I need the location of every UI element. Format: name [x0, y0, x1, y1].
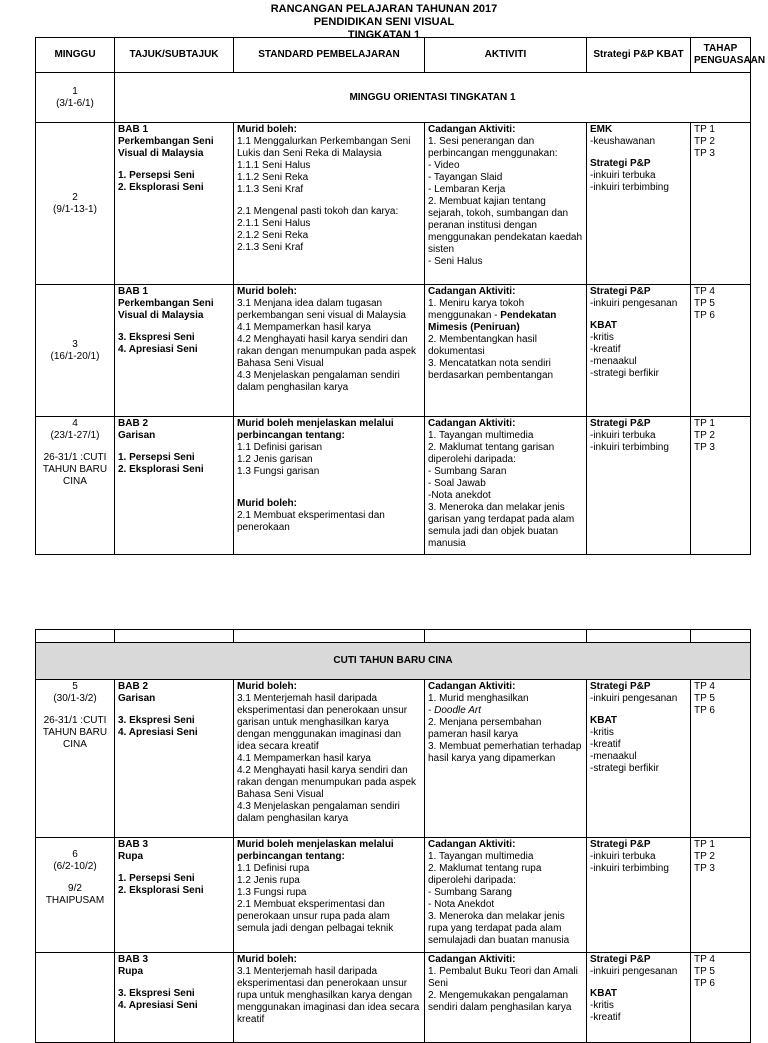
standard-item: 4.2 Menghayati hasil karya sendiri dan rakan dengan menumpukan pada aspek Bahasa Seni Visual	[237, 334, 417, 369]
standard-item: 1.1 Definisi garisan	[237, 442, 323, 453]
standard-item: 2.1 Membuat eksperimentasi dan penerokaan unsur rupa pada alam semula jadi dengan pelbagai teknik	[237, 899, 394, 934]
bab-title: Rupa	[118, 966, 143, 977]
minggu-cell	[36, 953, 115, 1043]
strategi-cell	[587, 953, 691, 1043]
strategi-heading: Strategi P&P	[590, 418, 651, 429]
standard-heading: Murid boleh:	[237, 498, 297, 509]
standard-cell	[234, 417, 425, 555]
aktiviti-item: 1. Sesi penerangan dan perbincangan menggunakan:	[428, 136, 558, 159]
aktiviti-cell	[425, 953, 587, 1043]
table-row	[36, 285, 751, 417]
strategi-item: -inkuiri terbuka	[590, 851, 656, 862]
subtopic: 3. Ekspresi Seni	[118, 988, 195, 999]
aktiviti-item: - Tayangan Slaid	[428, 172, 503, 183]
week-number: 5	[72, 681, 78, 692]
blank-cell	[691, 630, 751, 643]
col-strategi: Strategi P&P KBAT	[587, 38, 691, 73]
week-date: (16/1-20/1)	[50, 350, 100, 362]
tajuk-cell	[115, 953, 234, 1043]
strategi-item: -kritis	[590, 332, 614, 343]
bab-title: Perkembangan Seni Visual di Malaysia	[118, 136, 214, 159]
strategi-item: -inkuiri terbimbing	[590, 182, 669, 193]
standard-heading: Murid boleh menjelaskan melalui perbincangan tentang:	[237, 418, 394, 441]
standard-item: 1.3 Fungsi garisan	[237, 466, 320, 477]
aktiviti-item: 1. Pembalut Buku Teori dan Amali Seni	[428, 966, 578, 989]
week-number: 6	[72, 849, 78, 860]
standard-cell	[234, 123, 425, 285]
blank-cell	[425, 630, 587, 643]
week-date: (23/1-27/1)	[50, 430, 100, 441]
tajuk-cell	[115, 417, 234, 555]
standard-item: 2.1.3 Seni Kraf	[237, 242, 304, 253]
minggu-cell	[36, 123, 115, 285]
tp-item: TP 1	[694, 418, 715, 429]
aktiviti-cell	[425, 838, 587, 953]
standard-cell	[234, 838, 425, 953]
week-number: 3	[72, 338, 78, 350]
col-tajuk: TAJUK/SUBTAJUK	[115, 38, 234, 73]
blank-cell	[234, 630, 425, 643]
bab-title: Perkembangan Seni Visual di Malaysia	[118, 298, 214, 321]
bab-label: BAB 3	[118, 839, 149, 850]
aktiviti-item: 3. Meneroka dan melakar jenis garisan yang terdapat pada alam semula jadi dan objek buatan manusia	[428, 502, 575, 549]
standard-item: 4.1 Mempamerkan hasil karya	[237, 322, 371, 333]
minggu-cell	[36, 285, 115, 417]
strategi-cell	[587, 123, 691, 285]
strategi-item: -inkuiri terbimbing	[590, 863, 669, 874]
tp-item: TP 6	[694, 705, 715, 716]
minggu-cell	[36, 73, 115, 123]
strategi-heading: Strategi P&P	[590, 286, 651, 297]
standard-item: 3.1 Menjana idea dalam tugasan perkembangan seni visual di Malaysia	[237, 298, 406, 321]
strategi-item: -inkuiri terbuka	[590, 170, 656, 181]
col-minggu: MINGGU	[36, 38, 115, 73]
blank-cell	[115, 630, 234, 643]
aktiviti-heading: Cadangan Aktiviti:	[428, 681, 516, 692]
standard-item: 1.1.1 Seni Halus	[237, 160, 311, 171]
strategi-item: -inkuiri pengesanan	[590, 298, 678, 309]
subtopic: 2. Eksplorasi Seni	[118, 885, 204, 896]
strategi-item: -kritis	[590, 727, 614, 738]
cuti-row	[36, 643, 751, 680]
strategi-item: -inkuiri pengesanan	[590, 966, 678, 977]
lesson-plan-table-2	[35, 629, 751, 1043]
orientation-banner: MINGGU ORIENTASI TINGKATAN 1	[115, 73, 751, 123]
aktiviti-item: 2. Maklumat tentang rupa diperolehi daripada:	[428, 863, 542, 886]
aktiviti-item: - Doodle Art	[428, 705, 481, 716]
aktiviti-item: 3. Meneroka dan melakar jenis rupa yang terdapat pada alam semulajadi dan buatan manusia	[428, 911, 570, 946]
aktiviti-heading: Cadangan Aktiviti:	[428, 954, 516, 965]
col-aktiviti: AKTIVITI	[425, 38, 587, 73]
week-note: 26-31/1 :CUTI TAHUN BARU CINA	[42, 452, 108, 487]
strategi-item: -kreatif	[590, 344, 621, 355]
strategi-cell	[587, 417, 691, 555]
standard-item: 4.1 Mempamerkan hasil karya	[237, 753, 371, 764]
week-note: 9/2 THAIPUSAM	[45, 883, 105, 906]
standard-item: 3.1 Menterjemah hasil daripada eksperimentasi dan penerokaan unsur garisan untuk menghasilkan karya dengan menggunakan imaginasi dan idea secara kreatif	[237, 693, 408, 752]
tahap-cell	[691, 285, 751, 417]
doc-subject: PENDIDIKAN SENI VISUAL	[313, 16, 455, 28]
standard-item: 4.2 Menghayati hasil karya sendiri dan rakan dengan menumpukan pada aspek Bahasa Seni Visual	[237, 765, 417, 800]
subtopic: 4. Apresiasi Seni	[118, 344, 198, 355]
aktiviti-item: - Seni Halus	[428, 256, 483, 267]
week-number: 2	[72, 191, 78, 203]
subtopic: 4. Apresiasi Seni	[118, 1000, 198, 1011]
aktiviti-heading: Cadangan Aktiviti:	[428, 124, 516, 135]
aktiviti-item: -Nota anekdot	[428, 490, 491, 501]
aktiviti-item: - Sumbang Saran	[428, 466, 507, 477]
standard-item: 3.1 Menterjemah hasil daripada eksperimentasi dan penerokaan unsur rupa untuk menghasilkan karya dengan menggunakan imaginasi dan idea secara kreatif	[237, 966, 420, 1025]
standard-item: 1.1.3 Seni Kraf	[237, 184, 304, 195]
tp-item: TP 5	[694, 298, 715, 309]
aktiviti-item: - Sumbang Sarang	[428, 887, 512, 898]
table-header-row	[36, 38, 751, 73]
week-date: (30/1-3/2)	[53, 693, 97, 704]
strategi-heading: Strategi P&P	[590, 158, 651, 169]
blank-header-row	[36, 630, 751, 643]
standard-item: 2.1.2 Seni Reka	[237, 230, 309, 241]
tajuk-cell	[115, 838, 234, 953]
aktiviti-item: 1. Murid menghasilkan	[428, 693, 529, 704]
aktiviti-heading: Cadangan Aktiviti:	[428, 418, 516, 429]
tp-item: TP 4	[694, 681, 715, 692]
minggu-cell	[36, 680, 115, 838]
week-date: (9/1-13-1)	[53, 203, 97, 215]
strategi-item: -keushawanan	[590, 136, 656, 147]
aktiviti-cell	[425, 417, 587, 555]
tp-item: TP 4	[694, 954, 715, 965]
strategi-heading: KBAT	[590, 988, 618, 999]
tp-item: TP 2	[694, 430, 715, 441]
aktiviti-heading: Cadangan Aktiviti:	[428, 286, 516, 297]
bab-label: BAB 3	[118, 954, 149, 965]
strategi-heading: KBAT	[590, 320, 618, 331]
aktiviti-item: 2. Membentangkan hasil dokumentasi	[428, 334, 537, 357]
strategi-item: -strategi berfikir	[590, 763, 659, 774]
strategi-heading: Strategi P&P	[590, 954, 651, 965]
strategi-heading: Strategi P&P	[590, 681, 651, 692]
blank-cell	[587, 630, 691, 643]
bab-title: Garisan	[118, 693, 156, 704]
strategi-heading: Strategi P&P	[590, 839, 651, 850]
tp-item: TP 5	[694, 966, 715, 977]
week-note: 26-31/1 :CUTI TAHUN BARU CINA	[42, 715, 108, 750]
lesson-plan-table-1	[35, 37, 766, 555]
aktiviti-cell	[425, 680, 587, 838]
standard-heading: Murid boleh:	[237, 681, 297, 692]
strategi-heading: EMK	[590, 124, 613, 135]
tp-item: TP 1	[694, 839, 715, 850]
aktiviti-item: - Lembaran Kerja	[428, 184, 506, 195]
aktiviti-cell	[425, 123, 587, 285]
standard-item: 1.1.2 Seni Reka	[237, 172, 309, 183]
subtopic: 1. Persepsi Seni	[118, 170, 195, 181]
minggu-cell	[36, 838, 115, 953]
subtopic: 3. Ekspresi Seni	[118, 332, 195, 343]
standard-heading: Murid boleh:	[237, 124, 297, 135]
standard-item: 1.2 Jenis rupa	[237, 875, 300, 886]
doc-title: RANCANGAN PELAJARAN TAHUNAN 2017	[270, 3, 498, 15]
table-row	[36, 680, 751, 838]
standard-item: 2.1 Mengenal pasti tokoh dan karya:	[237, 206, 399, 217]
aktiviti-item: - Soal Jawab	[428, 478, 486, 489]
tp-item: TP 2	[694, 851, 715, 862]
table-row	[36, 123, 751, 285]
aktiviti-item: 1. Tayangan multimedia	[428, 851, 534, 862]
strategi-item: -inkuiri terbuka	[590, 430, 656, 441]
blank-cell	[36, 630, 115, 643]
standard-item: 1.2 Jenis garisan	[237, 454, 313, 465]
strategi-item: -kreatif	[590, 1012, 621, 1023]
strategi-cell	[587, 285, 691, 417]
bab-label: BAB 1	[118, 124, 149, 135]
strategi-cell	[587, 680, 691, 838]
table-row	[36, 417, 751, 555]
aktiviti-item: - Video	[428, 160, 460, 171]
strategi-item: -kritis	[590, 1000, 614, 1011]
strategi-item: -inkuiri pengesanan	[590, 693, 678, 704]
standard-heading: Murid boleh menjelaskan melalui perbincangan tentang:	[237, 839, 394, 862]
aktiviti-item: 2. Menjana persembahan pameran hasil karya	[428, 717, 542, 740]
tahap-cell	[691, 953, 751, 1043]
strategi-item: -inkuiri terbimbing	[590, 442, 669, 453]
col-standard: STANDARD PEMBELAJARAN	[234, 38, 425, 73]
holiday-banner: CUTI TAHUN BARU CINA	[36, 643, 751, 680]
tp-item: TP 6	[694, 310, 715, 321]
standard-heading: Murid boleh:	[237, 286, 297, 297]
aktiviti-item: 2. Mengemukakan pengalaman sendiri dalam penghasilan karya	[428, 990, 572, 1013]
table-row	[36, 953, 751, 1043]
strategi-cell	[587, 838, 691, 953]
aktiviti-heading: Cadangan Aktiviti:	[428, 839, 516, 850]
aktiviti-item: 3. Membuat pemerhatian terhadap hasil karya yang dipamerkan	[428, 741, 582, 764]
bab-label: BAB 2	[118, 418, 149, 429]
aktiviti-item: - Nota Anekdot	[428, 899, 495, 910]
aktiviti-item: 1. Tayangan multimedia	[428, 430, 534, 441]
minggu-cell	[36, 417, 115, 555]
strategi-item: -menaakul	[590, 356, 637, 367]
week-number: 1	[72, 85, 78, 97]
tp-item: TP 1	[694, 124, 715, 135]
tp-item: TP 6	[694, 978, 715, 989]
tp-item: TP 3	[694, 148, 715, 159]
table-row	[36, 838, 751, 953]
subtopic: 2. Eksplorasi Seni	[118, 464, 204, 475]
standard-cell	[234, 285, 425, 417]
aktiviti-item: 2. Membuat kajian tentang sejarah, tokoh, sumbangan dan peranan institusi dengan menggunakan pendekatan kaedah sisten	[428, 196, 583, 255]
bab-label: BAB 1	[118, 286, 149, 297]
bab-title: Rupa	[118, 851, 143, 862]
subtopic: 1. Persepsi Seni	[118, 873, 195, 884]
aktiviti-item: 3. Mencatatkan nota sendiri berdasarkan pembentangan	[428, 358, 554, 381]
tahap-cell	[691, 838, 751, 953]
subtopic: 3. Ekspresi Seni	[118, 715, 195, 726]
aktiviti-item: 2. Maklumat tentang garisan diperolehi daripada:	[428, 442, 555, 465]
strategi-item: -strategi berfikir	[590, 368, 659, 379]
standard-item: 4.3 Menjelaskan pengalaman sendiri dalam penghasilan karya	[237, 370, 400, 393]
standard-item: 1.1 Definisi rupa	[237, 863, 310, 874]
tp-item: TP 4	[694, 286, 715, 297]
strategi-heading: KBAT	[590, 715, 618, 726]
aktiviti-emphasis: Pendekatan Mimesis (Peniruan)	[428, 310, 557, 333]
bab-label: BAB 2	[118, 681, 149, 692]
week-date: (3/1-6/1)	[56, 97, 94, 109]
standard-cell	[234, 680, 425, 838]
bab-title: Garisan	[118, 430, 156, 441]
tp-item: TP 2	[694, 136, 715, 147]
tajuk-cell	[115, 680, 234, 838]
subtopic: 1. Persepsi Seni	[118, 452, 195, 463]
tp-item: TP 5	[694, 693, 715, 704]
tajuk-cell	[115, 285, 234, 417]
subtopic: 2. Eksplorasi Seni	[118, 182, 204, 193]
week-number: 4	[72, 418, 78, 429]
standard-item: 1.3 Fungsi rupa	[237, 887, 307, 898]
tp-item: TP 3	[694, 442, 715, 453]
strategi-item: -menaakul	[590, 751, 637, 762]
table-row	[36, 73, 751, 123]
tahap-cell	[691, 680, 751, 838]
week-date: (6/2-10/2)	[53, 861, 97, 872]
aktiviti-item: 1. Meniru karya tokoh menggunakan -	[428, 298, 525, 321]
tahap-cell	[691, 417, 751, 555]
tahap-cell	[691, 123, 751, 285]
col-tahap: TAHAP PENGUASAAN	[691, 38, 751, 73]
tajuk-cell	[115, 123, 234, 285]
subtopic: 4. Apresiasi Seni	[118, 727, 198, 738]
tp-item: TP 3	[694, 863, 715, 874]
standard-item: 4.3 Menjelaskan pengalaman sendiri dalam penghasilan karya	[237, 801, 400, 824]
standard-heading: Murid boleh:	[237, 954, 297, 965]
standard-item: 1.1 Menggalurkan Perkembangan Seni Lukis dan Seni Reka di Malaysia	[237, 136, 411, 159]
standard-item: 2.1.1 Seni Halus	[237, 218, 311, 229]
strategi-item: -kreatif	[590, 739, 621, 750]
doc-form: TINGKATAN 1	[347, 29, 421, 41]
standard-cell	[234, 953, 425, 1043]
aktiviti-cell	[425, 285, 587, 417]
standard-item: 2.1 Membuat eksperimentasi dan penerokaan	[237, 510, 385, 533]
